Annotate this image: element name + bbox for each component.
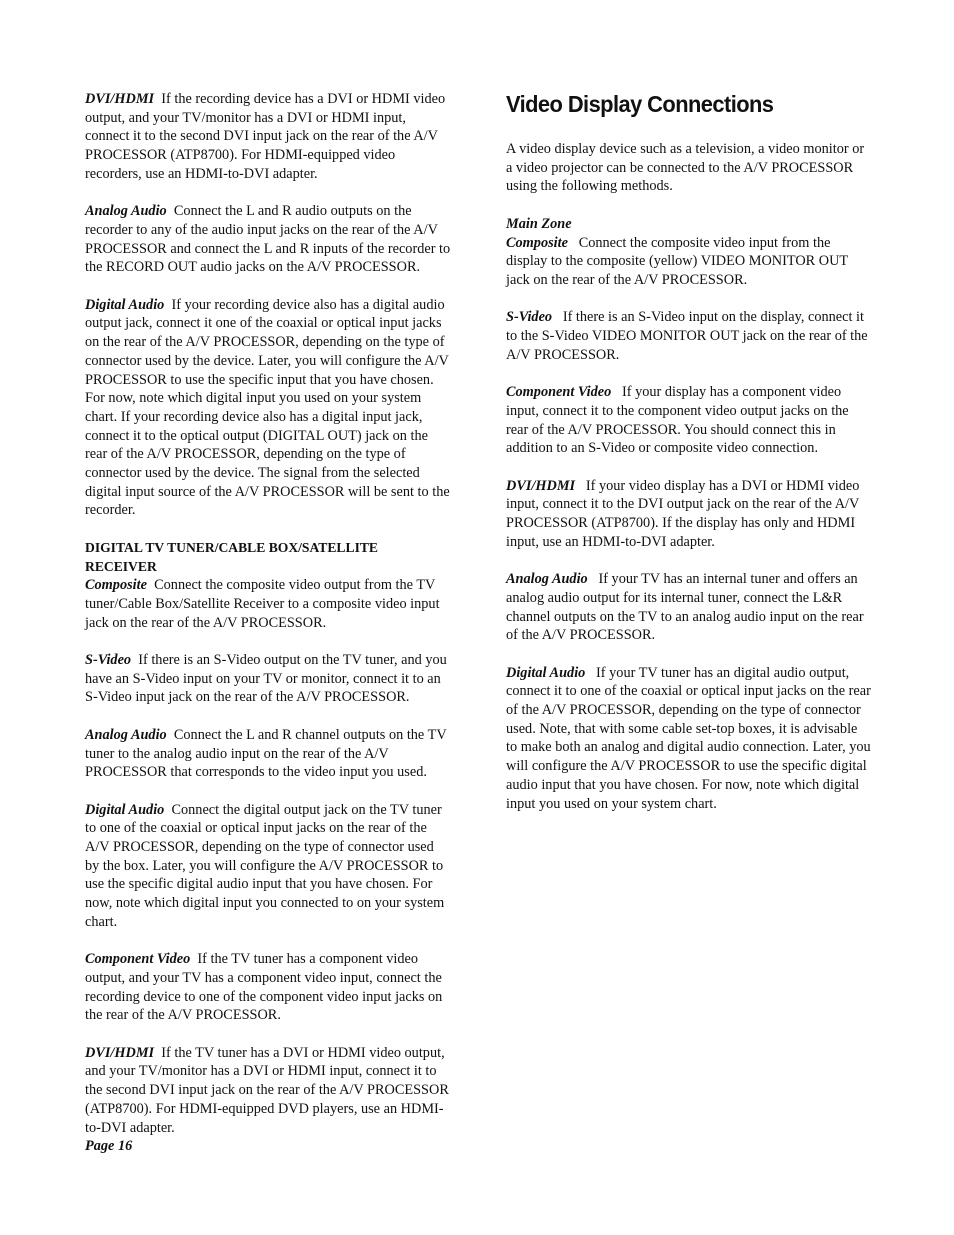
digital-audio-paragraph (506, 664, 872, 814)
term: Analog Audio (506, 571, 588, 588)
term: Component Video (506, 384, 612, 401)
left-column (85, 90, 451, 1156)
page-number: Page 16 (85, 1138, 133, 1154)
tuner-svideo-paragraph (85, 651, 451, 707)
term: DVI/HDMI (85, 1044, 155, 1061)
paragraph-text: If there is an S-Video input on the display, connect it to the S-Video VIDEO MONITOR OUT jack on the rear of the A/V PROCESSOR. (506, 309, 868, 363)
paragraph-text: If there is an S-Video output on the TV tuner, and you have an S-Video input on your TV or monitor, connect it to an S-Video input jack on the rear of the A/V PROCESSOR. (85, 652, 447, 706)
tuner-composite-paragraph (85, 539, 451, 633)
term: Analog Audio (85, 726, 167, 743)
term: Digital Audio (85, 801, 165, 818)
term: Digital Audio (85, 296, 165, 313)
section-title: Video Display Connections (506, 91, 774, 117)
term: Component Video (85, 951, 191, 968)
paragraph-text: Connect the composite video output from the TV tuner/Cable Box/Satellite Receiver to a composite video input jack on the rear of the A/V PROCESSOR. (85, 577, 440, 631)
paragraph-text: If your recording device also has a digital audio output jack, connect it one of the coaxial or optical input jacks on the rear of the A/V PROCESSOR, depending on the type of connector used by the device. Later, you will configure the A/V PROCESSOR to use the specific input that you have chosen. For now, note which digital input you used on your system chart. If your recording device also has a digital input jack, connect it to the optical output (DIGITAL OUT) jack on the rear of the A/V PROCESSOR, depending on the type of connector used by the device. The signal from the selected digital input source of the A/V PROCESSOR will be sent to the recorder. (85, 296, 450, 519)
section-heading: DIGITAL TV TUNER/CABLE BOX/SATELLITE RECEIVER (85, 539, 378, 574)
composite-paragraph (506, 215, 872, 290)
term: Composite (506, 234, 568, 251)
tuner-component-paragraph (85, 950, 451, 1025)
paragraph-text: If the TV tuner has a component video output, and your TV has a component video input, connect the recording device to one of the component video input jacks on the rear of the A/V PROCESSOR. (85, 951, 443, 1024)
term: S-Video (506, 309, 553, 326)
term: Composite (85, 577, 147, 594)
paragraph-text: If your video display has a DVI or HDMI video input, connect it to the DVI output jack on the rear of the A/V PROCESSOR (ATP8700). If the display has only and HDMI input, use an HDMI-to-DVI adapter. (506, 477, 860, 550)
term: S-Video (85, 652, 132, 669)
tuner-analog-paragraph (85, 726, 451, 782)
tuner-dvi-paragraph (85, 1044, 451, 1138)
dvi-hdmi-paragraph (506, 477, 872, 552)
paragraph-text: If the TV tuner has a DVI or HDMI video output, and your TV/monitor has a DVI or HDMI input, connect it to the second DVI input jack on the rear of the A/V PROCESSOR (ATP8700). For HDMI-equipped DVD players, use an HDMI-to-DVI adapter. (85, 1044, 449, 1136)
term: Analog Audio (85, 203, 167, 220)
paragraph-text: If your TV has an internal tuner and offers an analog audio output for its internal tuner, connect the L&R channel outputs on the TV to an analog audio input on the rear of the A/V PROCESSOR. (506, 571, 864, 644)
main-zone-subheading: Main Zone (506, 215, 572, 232)
analog-audio-paragraph (506, 570, 872, 645)
term: Digital Audio (506, 664, 586, 681)
right-column (506, 90, 872, 832)
digital-audio-paragraph (85, 296, 451, 520)
paragraph-text: Connect the composite video input from the display to the composite (yellow) VIDEO MONITOR OUT jack on the rear of the A/V PROCESSOR. (506, 234, 848, 288)
paragraph-text: Connect the L and R channel outputs on the TV tuner to the analog audio input on the rear of the A/V PROCESSOR that corresponds to the video input you used. (85, 726, 447, 781)
tuner-digital-paragraph (85, 801, 451, 932)
paragraph-text: If your display has a component video input, connect it to the component video output jacks on the rear of the A/V PROCESSOR. You should connect this in addition to an S-Video or composite video connection. (506, 384, 849, 457)
svideo-paragraph (506, 308, 872, 364)
paragraph-text: If your TV tuner has an digital audio output, connect it to one of the coaxial or optical input jacks on the rear of the A/V PROCESSOR, depending on the type of connector used. Note, that with some cable set-top boxes, it is advisable to make both an analog and digital audio connection. Later, you will configure the A/V PROCESSOR to use the specific digital audio input that you have chosen. For now, note which digital input you used on your system chart. (506, 664, 871, 812)
analog-audio-paragraph (85, 202, 451, 277)
paragraph-text: If the recording device has a DVI or HDMI video output, and your TV/monitor has a DVI or HDMI input, connect it to the second DVI input jack on the rear of the A/V PROCESSOR (ATP8700). For HDMI-equipped video recorders, use an HDMI-to-DVI adapter. (85, 91, 446, 182)
term: DVI/HDMI (506, 477, 576, 494)
term: DVI/HDMI (85, 91, 155, 107)
dvi-hdmi-paragraph (85, 90, 451, 184)
paragraph-text: Connect the digital output jack on the TV tuner to one of the coaxial or optical input jacks on the rear of the A/V PROCESSOR, depending on the type of connector used by the box. Later, you will configure the A/V PROCESSOR to use the specific digital audio input that you have chosen. For now, note which digital input you connected to on your system chart. (85, 801, 445, 930)
paragraph-text: Connect the L and R audio outputs on the recorder to any of the audio input jacks on the rear of the A/V PROCESSOR and connect the L and R inputs of the recorder to the RECORD OUT audio jacks on the A/V PROCESSOR. (85, 203, 451, 276)
component-paragraph (506, 383, 872, 458)
intro-paragraph: A video display device such as a television, a video monitor or a video projector can be connected to the A/V PROCESSOR using the following methods. (506, 141, 865, 195)
